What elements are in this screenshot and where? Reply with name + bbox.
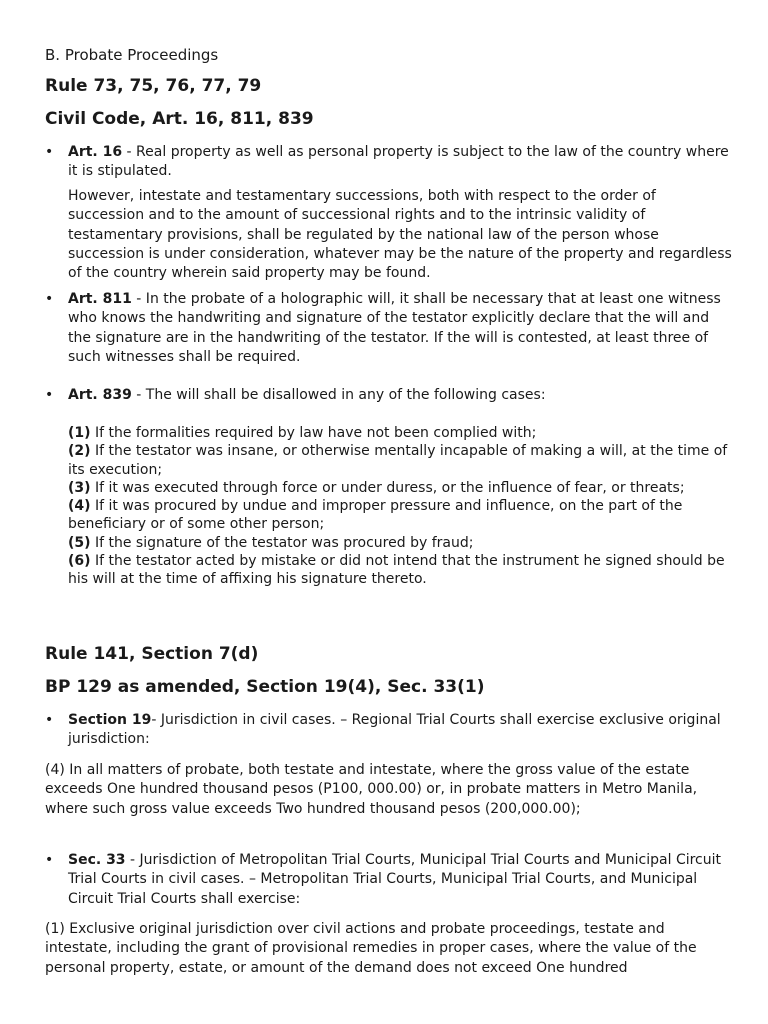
list-item xyxy=(68,497,733,534)
art839-cases-list xyxy=(68,424,733,589)
bullet: • xyxy=(45,712,54,728)
sec33-para: (1) Exclusive original jurisdiction over civil actions and probate proceedings, testate and intestate, including the grant of provisional remedies in proper cases, where the value of the personal property, estate, or amount of the demand does not exceed One hundred xyxy=(45,921,697,976)
art811-label: Art. 811 xyxy=(68,291,132,307)
heading-civil-code: Civil Code, Art. 16, 811, 839 xyxy=(45,109,314,129)
list-item xyxy=(68,534,733,552)
heading-bp129: BP 129 as amended, Section 19(4), Sec. 33(1) xyxy=(45,677,485,697)
case-number: (6) xyxy=(68,553,91,570)
art16-item xyxy=(68,143,733,182)
section-title: B. Probate Proceedings xyxy=(45,46,219,64)
art811-text: - In the probate of a holographic will, it shall be necessary that at least one witness who knows the handwriting and signature of the testator explicitly declare that the will and the signature are in the handwriting of the testator. If the will is contested, at least three of such witnesses shall be required. xyxy=(68,291,721,365)
art16-text: - Real property as well as personal property is subject to the law of the country where it is stipulated. xyxy=(68,144,729,180)
art811-item xyxy=(68,290,733,367)
case-number: (2) xyxy=(68,443,91,460)
art16-label: Art. 16 xyxy=(68,144,123,160)
heading-rule: Rule 73, 75, 76, 77, 79 xyxy=(45,76,262,96)
case-text: If the testator acted by mistake or did not intend that the instrument he signed should be his will at the time of affixing his signature thereto. xyxy=(68,553,725,588)
bullet: • xyxy=(45,144,54,160)
list-item xyxy=(68,442,733,479)
case-number: (4) xyxy=(68,498,91,515)
case-number: (3) xyxy=(68,479,91,496)
bullet: • xyxy=(45,387,54,403)
sec19-text: - Jurisdiction in civil cases. – Regional Trial Courts shall exercise exclusive original jurisdiction: xyxy=(68,712,721,748)
bullet: • xyxy=(45,852,54,868)
case-number: (5) xyxy=(68,534,91,551)
list-item xyxy=(68,479,733,497)
case-number: (1) xyxy=(68,425,91,441)
list-item xyxy=(68,552,733,589)
sec33-text: - Jurisdiction of Metropolitan Trial Courts, Municipal Trial Courts and Municipal Circuit Trial Courts in civil cases. – Metropolitan Trial Courts, Municipal Trial Courts, and Municipal Circuit Trial Courts shall exercise: xyxy=(68,852,721,907)
sec33-label: Sec. 33 xyxy=(68,852,126,868)
sec19-label: Section 19 xyxy=(68,712,152,728)
art839-label: Art. 839 xyxy=(68,387,132,403)
bullet: • xyxy=(45,291,54,307)
sec33-item xyxy=(68,851,733,909)
case-text: If the signature of the testator was procured by fraud; xyxy=(90,534,474,551)
case-text: If the testator was insane, or otherwise mentally incapable of making a will, at the time of its execution; xyxy=(68,443,728,478)
list-item xyxy=(68,424,733,442)
sec19-item xyxy=(68,711,733,750)
art16-para2: However, intestate and testamentary successions, both with respect to the order of succession and to the amount of successional rights and to the intrinsic validity of testamentary provisions, shall be regulated by the national law of the person whose succession is under consideration, whatever may be the nature of the property and regardless of the country wherein said property may be found. xyxy=(68,188,732,282)
heading-rule141: Rule 141, Section 7(d) xyxy=(45,644,259,664)
case-text: If it was executed through force or under duress, or the influence of fear, or threats; xyxy=(90,479,685,496)
case-text: If it was procured by undue and improper pressure and influence, on the part of the beneficiary or of some other person; xyxy=(68,498,683,533)
art839-item xyxy=(68,386,733,405)
art839-text: - The will shall be disallowed in any of the following cases: xyxy=(131,387,546,403)
case-text: If the formalities required by law have not been complied with; xyxy=(90,425,537,441)
sec19-para: (4) In all matters of probate, both testate and intestate, where the gross value of the estate exceeds One hundred thousand pesos (P100, 000.00) or, in probate matters in Metro Manila, where such gross value exceeds Two hundred thousand pesos (200,000.00); xyxy=(45,762,698,817)
